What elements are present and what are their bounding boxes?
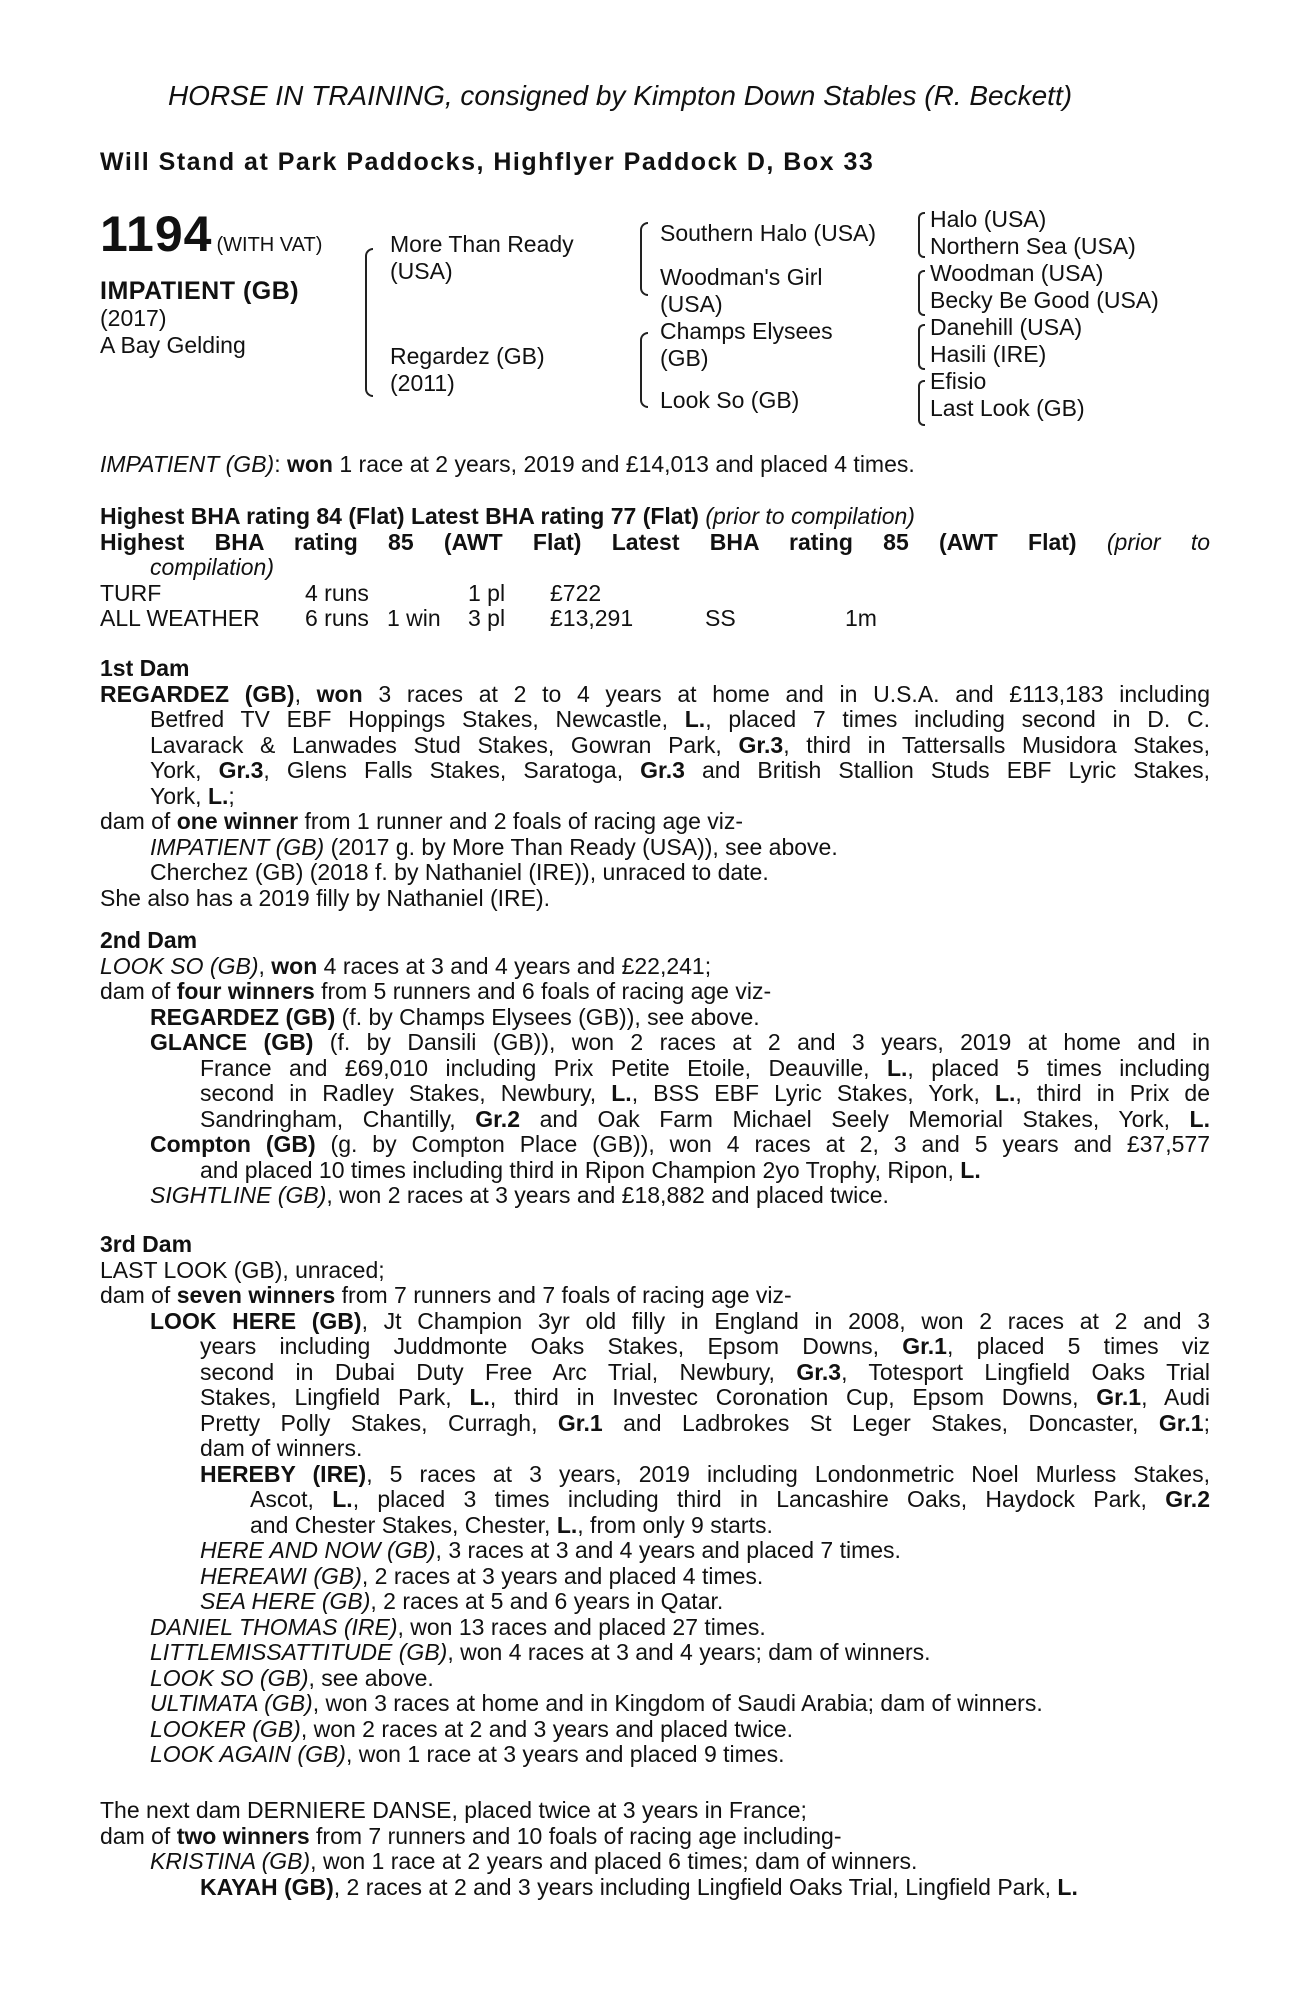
dam1-l6b: from 1 runner and 2 foals of racing age viz- xyxy=(298,808,744,834)
turf-money: £722 xyxy=(550,580,602,606)
dam2-l4t: (f. by Dansili (GB)), won 2 races at 2 and 3 years, 2019 at home and in xyxy=(313,1029,1211,1055)
nextdam-l4-grade: L. xyxy=(1057,1873,1078,1900)
nextdam-foal-kristina: KRISTINA (GB) xyxy=(150,1848,311,1874)
dam1-l3b: , third in Tattersalls Musidora Stakes, xyxy=(783,731,1210,758)
dam3-l11-grade: L. xyxy=(556,1511,578,1538)
dam-name: Regardez (GB) xyxy=(390,343,545,369)
dam2-l8t: (g. by Compton Place (GB)), won 4 races at 2, 3 and 5 years and £37,577 xyxy=(315,1131,1210,1157)
dam3-l16t: , won 4 races at 3 and 4 years; dam of winners. xyxy=(447,1639,931,1665)
dam3-foal-littlemiss: LITTLEMISSATTITUDE (GB) xyxy=(150,1639,448,1665)
dam3-l7-grade: Gr.1 xyxy=(557,1409,603,1436)
bracket-dd xyxy=(918,380,925,426)
dam2-l7-grade2: L. xyxy=(1189,1105,1210,1132)
turf-runs: 4 runs xyxy=(305,580,369,606)
dam3-foal-looker: LOOKER (GB) xyxy=(150,1715,301,1742)
dam3-l7c: ; xyxy=(1203,1409,1210,1436)
dam3-l2: dam of xyxy=(100,1282,177,1308)
dam3-foal-hereawi: HEREAWI (GB) xyxy=(200,1562,362,1589)
race-summary: IMPATIENT (GB): won 1 race at 2 years, 2019 and £14,013 and placed 4 times. xyxy=(100,451,915,477)
nextdam-winners: two winners xyxy=(176,1822,310,1849)
nextdam-foal-kayah: KAYAH (GB) xyxy=(200,1873,334,1900)
dam2-foal-compton: Compton (GB) xyxy=(150,1131,316,1157)
sire-country: (USA) xyxy=(390,258,453,284)
pedigree-sss: Halo (USA) xyxy=(930,206,1047,232)
next-dam-section xyxy=(100,1798,1210,1900)
pedigree-sds: Woodman (USA) xyxy=(930,260,1104,286)
dam3-l4: years including Juddmonte Oaks Stakes, Epsom Downs, xyxy=(200,1333,903,1359)
aw-placed: 3 pl xyxy=(468,605,506,631)
sd-name: Woodman's Girl xyxy=(660,264,823,290)
first-dam-section: 1st Dam REGARDEZ (GB), won 3 races at 2 to 4 years at home and in U.S.A. and £113,183 including Betfred TV EBF Hoppings Stakes, Newcastle, L., placed 7 times including second in D. C. Lavarack & Lanwades Stud Stakes, Gowran Park, Gr.3, third in Tattersalls Musidora Stakes, York, Gr.3, Glens Falls Stakes, Saratoga, Gr.3 and British Stallion Studs EBF Lyric Stakes, York, L.; dam of one winner from 1 runner and 2 foals of racing age viz- IMPATIENT (GB) (2017 g. by More Than Ready (USA)), see above. Cherchez (GB) (2018 f. by Nathaniel (IRE)), unraced to date. She also has a 2019 filly by Nathaniel (IRE). xyxy=(100,655,1210,911)
dam1-foal2: Cherchez (GB) (2018 f. by Nathaniel (IRE)), unraced to date. xyxy=(150,859,769,885)
dam1-l2-grade: L. xyxy=(684,706,706,732)
second-dam-heading: 2nd Dam xyxy=(100,927,198,953)
dam1-l4: York, xyxy=(150,757,219,783)
ratings-block xyxy=(100,504,1210,581)
dam2-foal-regardez: REGARDEZ (GB) xyxy=(150,1003,336,1030)
ds-name: Champs Elysees xyxy=(660,318,833,344)
dam2-name: LOOK SO (GB) xyxy=(100,952,259,979)
pedigree-dss: Danehill (USA) xyxy=(930,314,1083,340)
dam2-l6-grade2: L. xyxy=(994,1080,1016,1106)
dam2-l5: France and £69,010 including Prix Petite Etoile, Deauville, xyxy=(200,1054,887,1081)
dam-year: (2011) xyxy=(390,370,455,396)
dam1-l6: dam of xyxy=(100,808,177,834)
dam3-l10-grade2: Gr.2 xyxy=(1165,1486,1210,1512)
dam1-l3-grade: Gr.3 xyxy=(738,731,784,758)
nextdam-l2: dam of xyxy=(100,1822,177,1849)
dam2-l6: second in Radley Stakes, Newbury, xyxy=(200,1080,612,1106)
dam1-won: won xyxy=(316,680,363,707)
dam2-l9: and placed 10 times including third in Ripon Champion 2yo Trophy, Ripon, xyxy=(200,1156,961,1183)
nextdam-name: The next dam DERNIERE DANSE, placed twice at 3 years in France; xyxy=(100,1797,807,1823)
dam3-l17t: , see above. xyxy=(308,1664,434,1691)
dam3-l3t: , Jt Champion 3yr old filly in England in 2008, won 2 races at 2 and 3 xyxy=(361,1307,1210,1334)
vat-note: (WITH VAT) xyxy=(216,234,323,256)
dam3-l7-grade2: Gr.1 xyxy=(1158,1409,1204,1436)
horse-description: A Bay Gelding xyxy=(100,332,246,358)
bracket-gen1 xyxy=(365,248,373,397)
second-dam-section xyxy=(100,928,1210,1209)
aw-distance: 1m xyxy=(845,605,877,631)
dam2-sep: , xyxy=(258,952,272,979)
dam2-l3t: (f. by Champs Elysees (GB)), see above. xyxy=(335,1003,760,1030)
bracket-sd xyxy=(918,270,925,316)
sire-name: More Than Ready xyxy=(390,231,574,257)
third-dam-section xyxy=(100,1232,1210,1768)
dam3-l19t: , won 2 races at 2 and 3 years and placed twice. xyxy=(300,1715,794,1742)
dam1-l5-grade: L. xyxy=(207,782,229,809)
rating-awt: Highest BHA rating 85 (AWT Flat) Latest BHA rating 85 (AWT Flat) xyxy=(100,528,1077,555)
summary-won: won xyxy=(286,451,333,477)
pedigree-dds: Efisio xyxy=(930,368,987,394)
dam1-l3: Lavarack & Lanwades Stud Stakes, Gowran Park, xyxy=(150,731,739,758)
dam3-l2b: from 7 runners and 7 foals of racing age viz- xyxy=(335,1282,792,1308)
dam3-l4b: , placed 5 times viz xyxy=(946,1333,1210,1359)
dam3-l10b: , placed 3 times including third in Lancashire Oaks, Haydock Park, xyxy=(352,1486,1166,1512)
dam3-l9t: , 5 races at 3 years, 2019 including Londonmetric Noel Murless Stakes, xyxy=(366,1460,1210,1487)
third-dam-heading: 3rd Dam xyxy=(100,1231,193,1257)
dam2-winners: four winners xyxy=(176,978,315,1004)
dam2-l5-grade: L. xyxy=(886,1054,908,1081)
rating-awt-note-cont: compilation) xyxy=(150,554,274,580)
dam3-foal-seahere: SEA HERE (GB) xyxy=(200,1588,371,1614)
dam2-l2: dam of xyxy=(100,978,177,1004)
rating-flat-note: (prior to compilation) xyxy=(705,503,915,529)
dam2-l7: Sandringham, Chantilly, xyxy=(200,1105,476,1132)
aw-surface: ALL WEATHER xyxy=(100,605,260,631)
sd-country: (USA) xyxy=(660,291,723,317)
turf-placed: 1 pl xyxy=(468,580,506,606)
dam3-l10-grade: L. xyxy=(332,1486,353,1512)
dam3-l6: Stakes, Lingfield Park, xyxy=(200,1384,470,1410)
aw-money: £13,291 xyxy=(550,605,634,631)
aw-wins: 1 win xyxy=(387,605,441,631)
rating-flat: Highest BHA rating 84 (Flat) Latest BHA rating 77 (Flat) xyxy=(100,503,699,529)
dam3-l6c: , Audi xyxy=(1141,1384,1211,1410)
dam3-l18t: , won 3 races at home and in Kingdom of Saudi Arabia; dam of winners. xyxy=(312,1690,1043,1716)
dam2-foal-sightline: SIGHTLINE (GB) xyxy=(150,1182,327,1208)
ds-country: (GB) xyxy=(660,345,709,371)
dam1-l4-grade: Gr.3 xyxy=(218,757,264,783)
dam1-l4c: and British Stallion Studs EBF Lyric Stakes, xyxy=(684,757,1210,783)
dam3-name: LAST LOOK (GB), unraced; xyxy=(100,1256,385,1283)
nextdam-l3t: , won 1 race at 2 years and placed 6 times; dam of winners. xyxy=(310,1848,918,1874)
pedigree-sdd: Becky Be Good (USA) xyxy=(930,287,1159,313)
dam2-l5b: , placed 5 times including xyxy=(907,1054,1210,1081)
rating-awt-note: (prior to xyxy=(1106,528,1210,555)
pedigree-ddd: Last Look (GB) xyxy=(930,395,1085,421)
dam3-l7: Pretty Polly Stakes, Curragh, xyxy=(200,1409,558,1436)
pedigree-gen4 xyxy=(930,206,1159,422)
pedigree-sd xyxy=(660,264,822,318)
dam3-foal-ultimata: ULTIMATA (GB) xyxy=(150,1690,313,1716)
dam3-winners: seven winners xyxy=(176,1282,336,1308)
horse-info xyxy=(100,305,246,359)
dam3-l6b: , third in Investec Coronation Cup, Epsom Downs, xyxy=(489,1384,1097,1410)
dam2-foal-glance: GLANCE (GB) xyxy=(150,1029,314,1055)
first-dam-heading: 1st Dam xyxy=(100,655,190,681)
dam2-text: 4 races at 3 and 4 years and £22,241; xyxy=(317,952,712,979)
bracket-ss xyxy=(918,212,925,258)
pedigree-ss: Southern Halo (USA) xyxy=(660,220,877,246)
dam1-l5b: ; xyxy=(228,782,235,809)
dam3-foal-lookagain: LOOK AGAIN (GB) xyxy=(150,1741,346,1767)
dam3-l7b: and Ladbrokes St Leger Stakes, Doncaster, xyxy=(602,1409,1159,1436)
dam3-l13t: , 2 races at 3 years and placed 4 times. xyxy=(361,1562,764,1589)
summary-text: 1 race at 2 years, 2019 and £14,013 and placed 4 times. xyxy=(332,451,915,477)
dam2-l6-grade: L. xyxy=(611,1080,632,1106)
dam2-l7b: and Oak Farm Michael Seely Memorial Stakes, York, xyxy=(520,1105,1190,1132)
dam3-foal-danielthomas: DANIEL THOMAS (IRE) xyxy=(150,1613,398,1640)
dam2-won: won xyxy=(271,952,318,979)
dam1-l5: York, xyxy=(150,782,208,809)
lot-number-block xyxy=(100,205,322,263)
dam2-l6b: , BSS EBF Lyric Stakes, York, xyxy=(631,1080,995,1106)
turf-surface: TURF xyxy=(100,580,162,606)
pedigree-sire xyxy=(390,231,574,285)
dam1-foal1-name: IMPATIENT (GB) xyxy=(150,833,325,860)
dam3-l10: Ascot, xyxy=(250,1486,333,1512)
aw-ss: SS xyxy=(705,605,736,631)
dam3-l20t: , won 1 race at 3 years and placed 9 times. xyxy=(345,1741,785,1767)
aw-runs: 6 runs xyxy=(305,605,369,631)
nextdam-l4t: , 2 races at 2 and 3 years including Lingfield Oaks Trial, Lingfield Park, xyxy=(333,1873,1058,1900)
dam3-l6-grade2: Gr.1 xyxy=(1096,1384,1142,1410)
dam3-l11b: , from only 9 starts. xyxy=(577,1511,773,1538)
bracket-ds xyxy=(918,324,925,370)
dam2-l7-grade: Gr.2 xyxy=(475,1105,520,1132)
horse-year: (2017) xyxy=(100,305,167,331)
pedigree-ssd: Northern Sea (USA) xyxy=(930,233,1136,259)
dam3-foal-hereby: HEREBY (IRE) xyxy=(200,1460,367,1487)
dam3-l4-grade: Gr.1 xyxy=(902,1333,947,1359)
dam2-l6c: , third in Prix de xyxy=(1015,1080,1210,1106)
dam3-l14t: , 2 races at 5 and 6 years in Qatar. xyxy=(370,1588,724,1614)
dam1-winners: one winner xyxy=(176,808,299,834)
lot-number: 1194 xyxy=(100,206,213,262)
dam3-l8: dam of winners. xyxy=(200,1435,363,1461)
pedigree-ds xyxy=(660,318,833,372)
summary-horse: IMPATIENT (GB) xyxy=(100,451,275,477)
dam1-l4-grade2: Gr.3 xyxy=(640,757,685,783)
nextdam-l2b: from 7 runners and 10 foals of racing age including- xyxy=(309,1822,842,1849)
dam3-l5-grade: Gr.3 xyxy=(796,1358,842,1385)
consignor-header: HORSE IN TRAINING, consigned by Kimpton Down Stables (R. Beckett) xyxy=(167,80,1073,111)
dam2-l9-grade: L. xyxy=(960,1156,981,1183)
dam3-l12t: , 3 races at 3 and 4 years and placed 7 times. xyxy=(435,1537,901,1563)
dam3-l5: second in Dubai Duty Free Arc Trial, Newbury, xyxy=(200,1358,797,1385)
dam3-l15t: , won 13 races and placed 27 times. xyxy=(397,1613,766,1640)
race-record-table xyxy=(100,580,1210,640)
dam3-foal-lookhere: LOOK HERE (GB) xyxy=(150,1307,362,1334)
dam3-l6-grade: L. xyxy=(469,1384,490,1410)
bracket-dam xyxy=(640,332,648,408)
pedigree-dsd: Hasili (IRE) xyxy=(930,341,1047,367)
stand-location: Will Stand at Park Paddocks, Highflyer Paddock D, Box 33 xyxy=(100,148,875,176)
bracket-sire xyxy=(640,222,648,296)
dam1-l4b: , Glens Falls Stakes, Saratoga, xyxy=(263,757,641,783)
dam1-l2b: , placed 7 times including second in D. C. xyxy=(705,706,1210,732)
dam1-foal1-text: (2017 g. by More Than Ready (USA)), see above. xyxy=(324,833,838,860)
dam3-l11: and Chester Stakes, Chester, xyxy=(250,1511,557,1538)
dam1-note: She also has a 2019 filly by Nathaniel (IRE). xyxy=(100,884,551,911)
dam1-l2: Betfred TV EBF Hoppings Stakes, Newcastle, xyxy=(150,706,685,732)
dam1-name: REGARDEZ (GB) xyxy=(100,680,295,707)
dam2-l2b: from 5 runners and 6 foals of racing age viz- xyxy=(314,978,772,1004)
dam3-foal-hereandnow: HERE AND NOW (GB) xyxy=(200,1537,436,1563)
dam3-foal-lookso: LOOK SO (GB) xyxy=(150,1664,309,1691)
dam3-l5b: , Totesport Lingfield Oaks Trial xyxy=(841,1358,1210,1385)
dam2-l10t: , won 2 races at 3 years and £18,882 and placed twice. xyxy=(326,1182,889,1208)
pedigree-dam xyxy=(390,343,545,397)
dam1-text: 3 races at 2 to 4 years at home and in U.S.A. and £113,183 including xyxy=(362,680,1210,707)
pedigree-dd: Look So (GB) xyxy=(660,387,800,413)
horse-name: IMPATIENT (GB) xyxy=(100,277,300,305)
